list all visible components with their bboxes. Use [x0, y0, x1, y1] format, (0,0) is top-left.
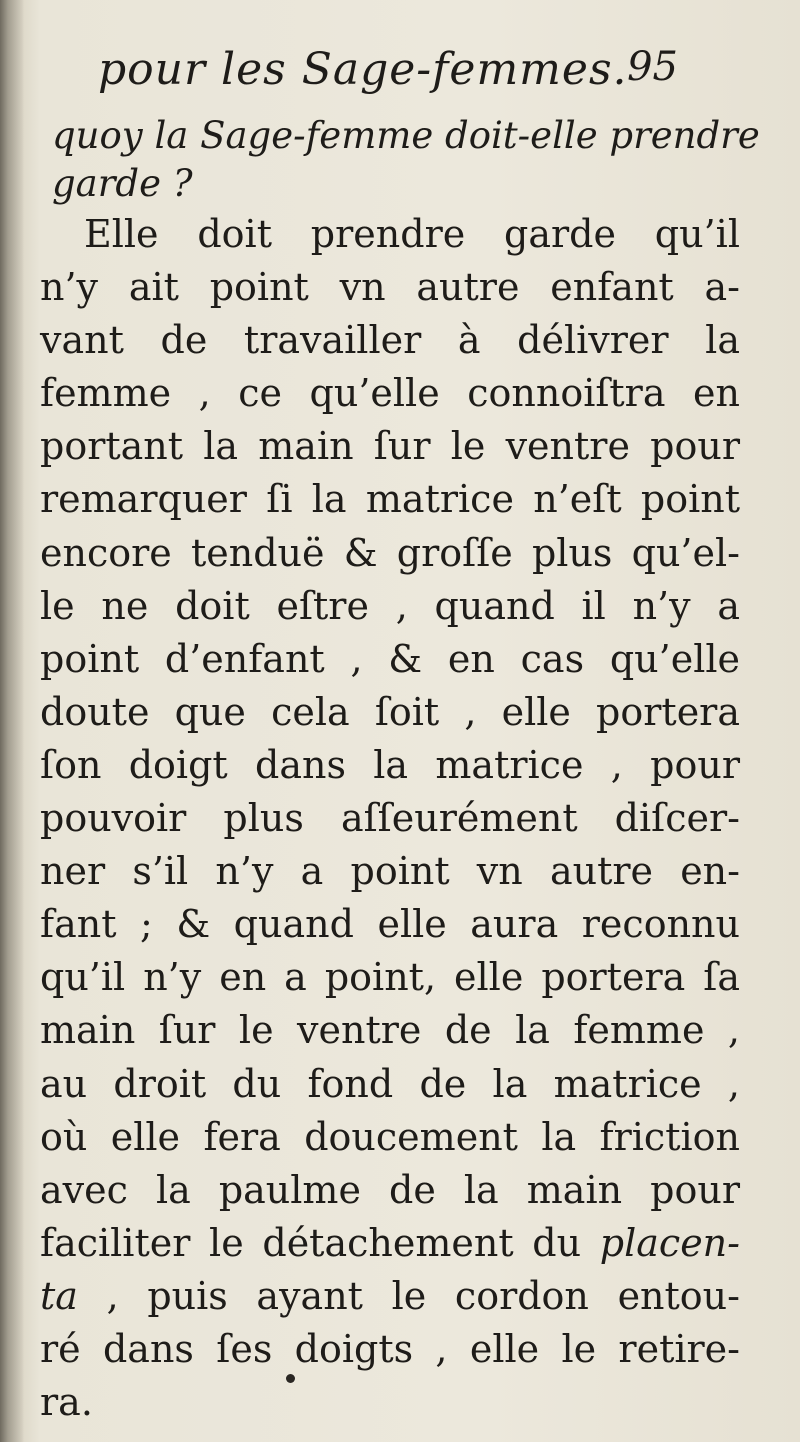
- body-line: encore tenduë & groſſe plus qu’el-: [40, 530, 740, 575]
- body-line: ra.: [40, 1380, 93, 1425]
- body-line: ré dans ſes doigts , elle le retire-: [40, 1326, 740, 1371]
- body-line: ſon doigt dans la matrice , pour: [40, 742, 740, 787]
- body-line: avec la paulme de la main pour: [40, 1167, 740, 1212]
- question-line: quoy la Sage-femme doit-elle prendre: [52, 114, 760, 157]
- body-line: fant ; & quand elle aura reconnu: [40, 902, 740, 947]
- body-line: le ne doit eſtre , quand il n’y a: [40, 583, 740, 628]
- body-line: portant la main ſur le ventre pour: [40, 424, 740, 469]
- body-paragraph: [40, 208, 740, 1429]
- body-line: où elle fera doucement la friction: [40, 1114, 740, 1159]
- body-line: femme , ce qu’elle connoiſtra en: [40, 371, 740, 416]
- running-head: pour les Sage-femmes.: [98, 44, 628, 95]
- question-text: [52, 112, 760, 208]
- body-line: vant de travailler à délivrer la: [40, 318, 740, 363]
- body-line: faciliter le détachement du placen-: [40, 1220, 740, 1265]
- body-line: pouvoir plus aſſeurément diſcer-: [40, 796, 740, 841]
- body-line: Elle doit prendre garde qu’il: [84, 212, 740, 256]
- body-line: main ſur le ventre de la femme ,: [40, 1008, 740, 1053]
- body-line: ta , puis ayant le cordon entou-: [40, 1273, 740, 1318]
- page-header: [98, 44, 678, 104]
- body-line: n’y ait point vn autre enfant a-: [40, 265, 740, 310]
- page-number: 95: [627, 44, 678, 90]
- body-line: remarquer ſi la matrice n’eſt point: [40, 477, 740, 522]
- question-line: garde ?: [52, 162, 193, 205]
- body-line: au droit du fond de la matrice ,: [40, 1061, 740, 1106]
- body-line: ner s’il n’y a point vn autre en-: [40, 849, 740, 894]
- book-gutter: [0, 0, 24, 1442]
- ink-dot-ornament: [286, 1374, 295, 1383]
- body-line: qu’il n’y en a point, elle portera ſa: [40, 955, 740, 1000]
- body-line: doute que cela ſoit , elle portera: [40, 689, 740, 734]
- body-line: point d’enfant , & en cas qu’elle: [40, 636, 740, 681]
